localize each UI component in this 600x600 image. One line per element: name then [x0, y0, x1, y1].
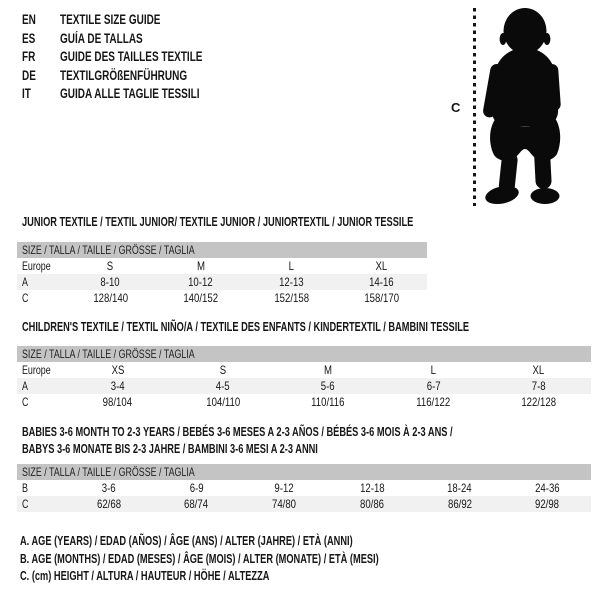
- language-row-fr: [22, 48, 253, 67]
- silhouette-ear-left: [500, 33, 507, 45]
- toddler-silhouette-image: [481, 6, 581, 208]
- table-cell: L: [430, 363, 436, 377]
- table-cell: S: [107, 259, 114, 273]
- table-cell: XS: [111, 363, 125, 377]
- table-cell: 3-4: [110, 379, 125, 393]
- table-cell: XL: [375, 259, 388, 273]
- size-header-bar: SIZE / TALLA / TAILLE / GRÖSSE / TAGLIA: [17, 464, 591, 480]
- table-row-height: [17, 496, 591, 512]
- silhouette-foot-right: [531, 188, 560, 204]
- table-cell: 122/128: [521, 395, 556, 409]
- table-row-age: [17, 274, 427, 290]
- table-cell: 110/116: [311, 395, 345, 409]
- table-cell: 92/98: [535, 497, 560, 511]
- silhouette-head: [504, 8, 547, 54]
- table-cell: 62/68: [96, 497, 121, 511]
- junior-section-title: JUNIOR TEXTILE / TEXTIL JUNIOR/ TEXTILE JUNIOR / JUNIORTEXTIL / JUNIOR TESSILE: [22, 215, 414, 229]
- table-cell: 3-6: [101, 481, 116, 495]
- table-cell: S: [219, 363, 227, 377]
- table-cell: 6-7: [426, 379, 441, 393]
- legend-line-b: B. AGE (MONTHS) / EDAD (MESES) / ÂGE (MOIS) / ALTER (MONATE) / ETÀ (MESI): [20, 551, 379, 566]
- table-row-age-months: [17, 480, 591, 496]
- table-cell: M: [196, 259, 205, 273]
- table-cell: 14-16: [369, 275, 395, 289]
- measure-legend: [20, 533, 505, 586]
- babies-title-line2: BABYS 3-6 MONATE BIS 2-3 JAHRE / BAMBINI 3-6 MESI A 2-3 ANNI: [22, 442, 318, 456]
- junior-size-table: [17, 242, 427, 306]
- babies-size-table: [17, 464, 591, 512]
- language-row-es: [22, 30, 253, 49]
- table-cell: 6-9: [189, 481, 204, 495]
- language-label: TEXTILE SIZE GUIDE: [60, 12, 161, 27]
- legend-line-a: A. AGE (YEARS) / EDAD (AÑOS) / ÂGE (ANS) / ALTER (JAHRE) / ETÀ (ANNI): [20, 534, 353, 548]
- table-cell: 9-12: [274, 481, 294, 495]
- silhouette-ear-right: [544, 33, 551, 45]
- language-code: EN: [22, 12, 36, 27]
- table-cell: 158/170: [364, 291, 400, 305]
- children-section-title: CHILDREN'S TEXTILE / TEXTIL NIÑO/A / TEXTILE DES ENFANTS / KINDERTEXTIL / BAMBINI TESSILE: [22, 320, 470, 334]
- table-cell: 8-10: [100, 275, 120, 289]
- language-label: GUÍA DE TALLAS: [60, 30, 143, 46]
- table-cell: L: [288, 259, 294, 273]
- height-measure-label: C: [451, 100, 461, 115]
- language-code: ES: [22, 30, 36, 46]
- language-code: IT: [22, 86, 31, 101]
- row-label: C: [22, 291, 29, 305]
- table-cell: 4-5: [215, 379, 230, 393]
- language-label: GUIDE DES TAILLES TEXTILE: [60, 49, 203, 64]
- table-row-height: [17, 394, 591, 410]
- table-cell: 116/122: [416, 395, 451, 409]
- babies-section-title: [22, 424, 600, 458]
- table-row-height: [17, 290, 427, 306]
- table-cell: 128/140: [92, 291, 128, 305]
- table-cell: 86/92: [447, 497, 472, 511]
- row-label: C: [22, 395, 29, 409]
- silhouette-foot-left: [484, 183, 521, 207]
- table-cell: 74/80: [272, 497, 297, 511]
- table-row-europe: [17, 258, 427, 274]
- row-label: A: [22, 379, 28, 393]
- language-row-it: [22, 85, 253, 104]
- table-cell: 98/104: [102, 395, 133, 409]
- babies-title-line1: BABIES 3-6 MONTH TO 2-3 YEARS / BEBÉS 3-6 MESES A 2-3 AÑOS / BÉBÉS 3-6 MOIS À 2-3 ANS /: [22, 425, 453, 439]
- table-cell: 80/86: [359, 497, 384, 511]
- children-size-table: [17, 346, 591, 410]
- language-row-de: [22, 67, 253, 86]
- table-cell: 68/74: [184, 497, 209, 511]
- language-code: DE: [22, 67, 36, 83]
- size-header-bar: SIZE / TALLA / TAILLE / GRÖSSE / TAGLIA: [17, 242, 427, 258]
- row-label: C: [22, 497, 29, 511]
- table-cell: 104/110: [205, 395, 240, 409]
- row-label: A: [22, 275, 28, 289]
- table-cell: 152/158: [273, 291, 309, 305]
- table-cell: 24-36: [534, 481, 560, 495]
- size-header-bar: SIZE / TALLA / TAILLE / GRÖSSE / TAGLIA: [17, 346, 591, 362]
- table-cell: 7-8: [531, 379, 546, 393]
- table-cell: M: [324, 363, 332, 377]
- table-cell: 12-18: [359, 481, 385, 495]
- language-row-en: [22, 11, 253, 30]
- silhouette-leg-right: [534, 148, 552, 190]
- table-cell: 12-13: [278, 275, 304, 289]
- language-list: [22, 11, 253, 104]
- table-cell: 5-6: [321, 379, 335, 393]
- language-label: GUIDA ALLE TAGLIE TESSILI: [60, 86, 200, 101]
- table-cell: 18-24: [447, 481, 472, 495]
- row-label: B: [22, 481, 28, 495]
- table-row-age: [17, 378, 591, 394]
- language-label: TEXTILGRÖßENFÜHRUNG: [60, 67, 188, 83]
- table-cell: XL: [532, 363, 545, 377]
- row-label: Europe: [22, 259, 51, 273]
- table-cell: 140/152: [183, 291, 219, 305]
- row-label: Europe: [22, 363, 51, 377]
- table-row-europe: [17, 362, 591, 378]
- language-code: FR: [22, 49, 36, 64]
- table-cell: 10-12: [188, 275, 214, 289]
- legend-line-c: C. (cm) HEIGHT / ALTURA / HAUTEUR / HÖHE / ALTEZZA: [20, 569, 270, 583]
- height-measure-dashed-line: [473, 8, 476, 206]
